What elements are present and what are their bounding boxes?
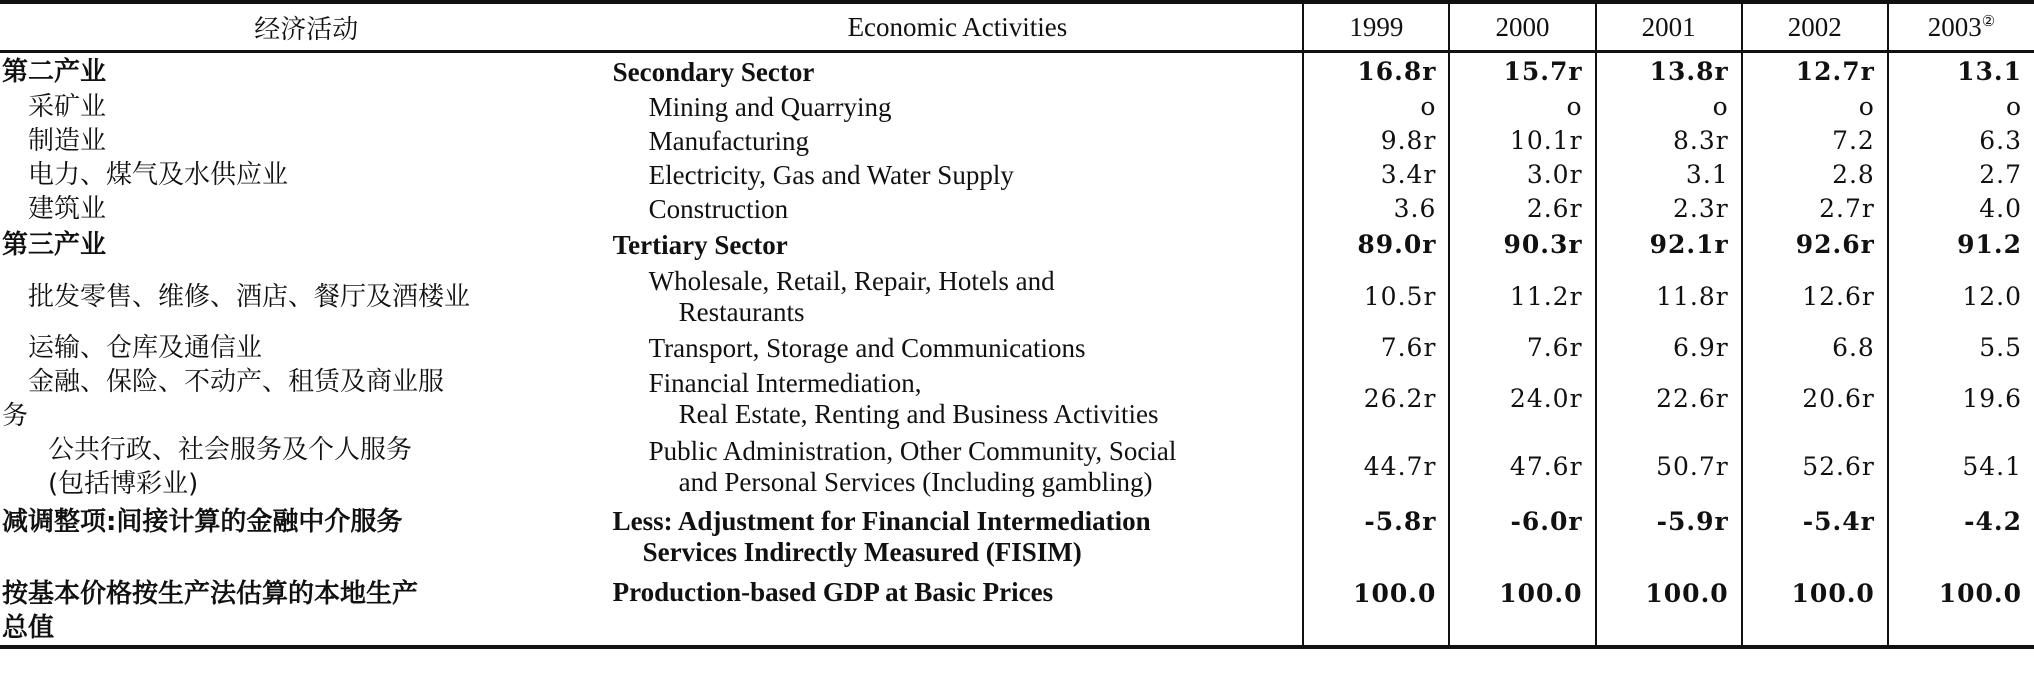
value-cell: 100.0 xyxy=(1742,573,1888,647)
value-cell: -5.4r xyxy=(1742,501,1888,573)
value-cell: 100.0 xyxy=(1303,573,1449,647)
table-row xyxy=(0,226,2034,263)
value-cell: o xyxy=(1888,90,2034,124)
value-cell: 3.1 xyxy=(1596,158,1742,192)
row-label-zh-line2: 总值 xyxy=(2,613,55,643)
row-label-en xyxy=(613,263,1304,331)
value-cell: 90.3r xyxy=(1449,226,1595,263)
value-cell: 4.0 xyxy=(1888,192,2034,226)
value-cell: 19.6 xyxy=(1888,365,2034,433)
header-year-2003-label: 2003 xyxy=(1927,11,1982,42)
row-label-zh-line2: (包括博彩业) xyxy=(48,469,199,499)
table-header xyxy=(0,2,2034,52)
row-label-zh: 减调整项:间接计算的金融中介服务 xyxy=(2,507,403,537)
row-label-en xyxy=(613,365,1304,433)
row-label-en-line1: Public Administration, Other Community, Social xyxy=(648,436,1177,466)
value-cell: 9.8r xyxy=(1303,124,1449,158)
row-label-en-line1: Less: Adjustment for Financial Intermediation xyxy=(612,506,1151,536)
row-label-zh xyxy=(0,365,613,433)
value-cell: 2.3r xyxy=(1596,192,1742,226)
row-label-en: Tertiary Sector xyxy=(612,229,788,260)
value-cell: 12.7r xyxy=(1742,52,1888,91)
value-cell: -4.2 xyxy=(1888,501,2034,573)
table-row xyxy=(0,331,2034,365)
value-cell: 10.1r xyxy=(1449,124,1595,158)
value-cell: 7.6r xyxy=(1303,331,1449,365)
row-label-zh: 第三产业 xyxy=(2,229,107,260)
value-cell: 5.5 xyxy=(1888,331,2034,365)
value-cell: 3.0r xyxy=(1449,158,1595,192)
value-cell: -6.0r xyxy=(1449,501,1595,573)
value-cell: 8.3r xyxy=(1596,124,1742,158)
row-label-zh xyxy=(0,573,613,647)
row-label-zh-line1: 按基本价格按生产法估算的本地生产 xyxy=(2,579,419,609)
row-label-en xyxy=(613,501,1304,573)
footnote-marker: ② xyxy=(1981,13,1996,30)
table-row xyxy=(0,52,2034,91)
value-cell: 2.8 xyxy=(1742,158,1888,192)
row-label-en xyxy=(613,433,1304,501)
value-cell: 7.2 xyxy=(1742,124,1888,158)
row-label-en: Production-based GDP at Basic Prices xyxy=(613,573,1304,647)
header-year-2002: 2002 xyxy=(1742,2,1888,52)
row-label-en: Secondary Sector xyxy=(612,56,815,87)
value-cell: 52.6r xyxy=(1742,433,1888,501)
row-label-zh-line2: 务 xyxy=(2,401,29,431)
value-cell: 2.7 xyxy=(1888,158,2034,192)
value-cell: 89.0r xyxy=(1303,226,1449,263)
value-cell: 16.8r xyxy=(1303,52,1449,91)
value-cell: o xyxy=(1742,90,1888,124)
value-cell: 2.6r xyxy=(1449,192,1595,226)
value-cell: 100.0 xyxy=(1888,573,2034,647)
row-label-en: Manufacturing xyxy=(648,126,810,156)
row-label-zh: 批发零售、维修、酒店、餐厅及酒楼业 xyxy=(28,282,471,312)
value-cell: 6.9r xyxy=(1596,331,1742,365)
header-zh: 经济活动 xyxy=(0,2,613,52)
row-label-zh: 采矿业 xyxy=(28,92,107,122)
table-row xyxy=(0,501,2034,573)
value-cell: 100.0 xyxy=(1596,573,1742,647)
row-label-en-line2: Services Indirectly Measured (FISIM) xyxy=(642,537,1082,567)
value-cell: 100.0 xyxy=(1449,573,1595,647)
row-label-zh xyxy=(0,433,613,501)
value-cell: 11.8r xyxy=(1596,263,1742,331)
row-label-zh: 制造业 xyxy=(28,126,107,156)
value-cell: -5.9r xyxy=(1596,501,1742,573)
value-cell: 20.6r xyxy=(1742,365,1888,433)
value-cell: -5.8r xyxy=(1303,501,1449,573)
value-cell: 12.0 xyxy=(1888,263,2034,331)
value-cell: 13.8r xyxy=(1596,52,1742,91)
value-cell: 2.7r xyxy=(1742,192,1888,226)
row-label-en: Transport, Storage and Communications xyxy=(648,333,1086,363)
row-label-en-line2: Real Estate, Renting and Business Activities xyxy=(678,399,1159,429)
value-cell: 11.2r xyxy=(1449,263,1595,331)
value-cell: 13.1 xyxy=(1888,52,2034,91)
value-cell: o xyxy=(1449,90,1595,124)
row-label-en-line1: Wholesale, Retail, Repair, Hotels and xyxy=(648,266,1055,296)
row-label-en: Construction xyxy=(648,194,789,224)
table-row xyxy=(0,365,2034,433)
row-label-en: Electricity, Gas and Water Supply xyxy=(648,160,1014,190)
header-en: Economic Activities xyxy=(613,2,1304,52)
value-cell: 6.3 xyxy=(1888,124,2034,158)
value-cell: 92.6r xyxy=(1742,226,1888,263)
table-row xyxy=(0,90,2034,124)
value-cell: 50.7r xyxy=(1596,433,1742,501)
value-cell: 22.6r xyxy=(1596,365,1742,433)
value-cell: 3.4r xyxy=(1303,158,1449,192)
header-year-2000: 2000 xyxy=(1449,2,1595,52)
value-cell: 91.2 xyxy=(1888,226,2034,263)
value-cell: 6.8 xyxy=(1742,331,1888,365)
value-cell: 12.6r xyxy=(1742,263,1888,331)
table-row xyxy=(0,124,2034,158)
value-cell: 44.7r xyxy=(1303,433,1449,501)
table-row xyxy=(0,573,2034,647)
row-label-zh: 建筑业 xyxy=(28,194,107,224)
row-label-en-line1: Financial Intermediation, xyxy=(648,368,922,398)
value-cell: 26.2r xyxy=(1303,365,1449,433)
value-cell: 54.1 xyxy=(1888,433,2034,501)
value-cell: 7.6r xyxy=(1449,331,1595,365)
table-row xyxy=(0,158,2034,192)
table-row xyxy=(0,263,2034,331)
value-cell: o xyxy=(1303,90,1449,124)
row-label-zh: 运输、仓库及通信业 xyxy=(28,333,263,363)
row-label-en-line2: Restaurants xyxy=(678,297,805,327)
header-year-2003 xyxy=(1888,2,2034,52)
row-label-zh-line1: 金融、保险、不动产、租赁及商业服 xyxy=(28,367,445,397)
table-row xyxy=(0,433,2034,501)
row-label-zh-line1: 公共行政、社会服务及个人服务 xyxy=(48,435,413,465)
value-cell: 92.1r xyxy=(1596,226,1742,263)
header-year-1999: 1999 xyxy=(1303,2,1449,52)
table-row xyxy=(0,192,2034,226)
value-cell: 10.5r xyxy=(1303,263,1449,331)
header-year-2001: 2001 xyxy=(1596,2,1742,52)
row-label-zh: 第二产业 xyxy=(2,56,107,87)
value-cell: o xyxy=(1596,90,1742,124)
row-label-en-line2: and Personal Services (Including gambling) xyxy=(678,467,1153,497)
value-cell: 47.6r xyxy=(1449,433,1595,501)
row-label-en: Mining and Quarrying xyxy=(648,92,892,122)
row-label-zh: 电力、煤气及水供应业 xyxy=(28,160,289,190)
value-cell: 3.6 xyxy=(1303,192,1449,226)
value-cell: 15.7r xyxy=(1449,52,1595,91)
value-cell: 24.0r xyxy=(1449,365,1595,433)
